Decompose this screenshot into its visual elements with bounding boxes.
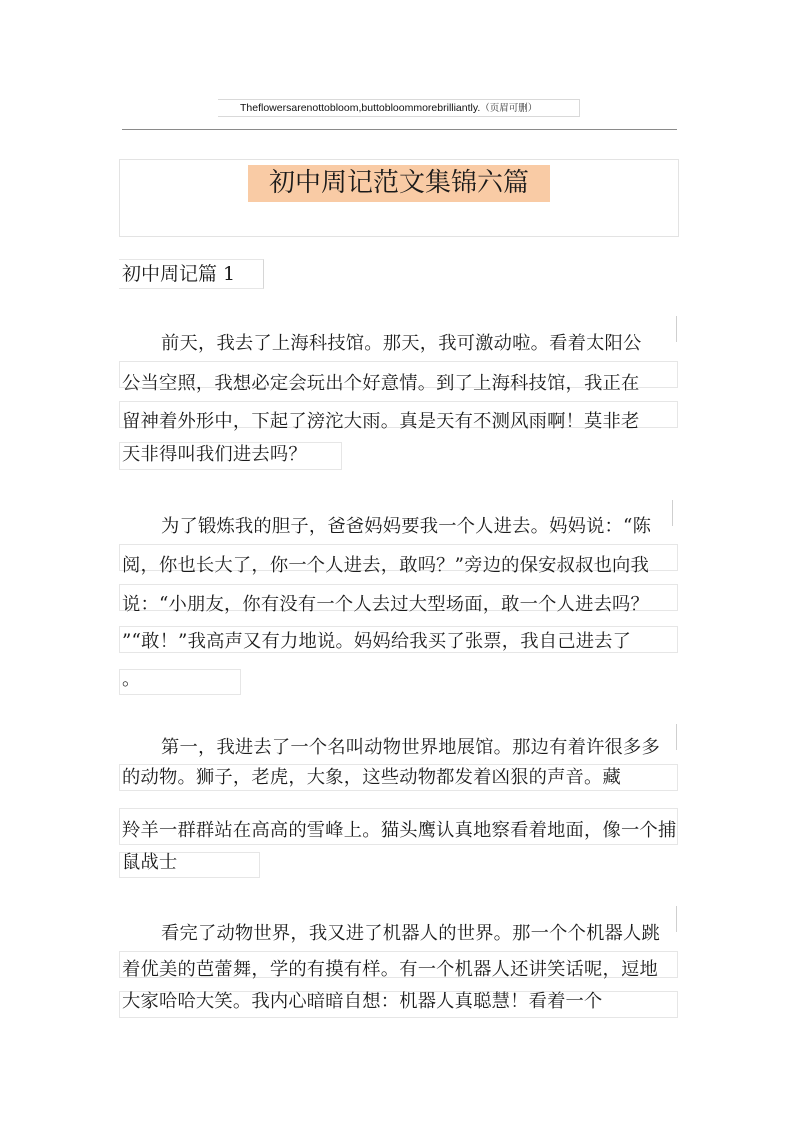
paragraph-line: 羚羊一群群站在高高的雪峰上。猫头鹰认真地察看着地面，像一个捕 — [122, 820, 677, 841]
header-text: Theflowersarenottobloom,buttobloommorebrilliantly. — [240, 102, 481, 114]
paragraph-line: 着优美的芭蕾舞，学的有摸有样。有一个机器人还讲笑话呢，逗地 — [122, 959, 658, 980]
document-title: 初中周记范文集锦六篇 — [248, 165, 550, 202]
section-heading: 初中周记篇 1 — [122, 263, 236, 285]
paragraph-line: 留神着外形中，下起了滂沱大雨。真是天有不测风雨啊！莫非老 — [122, 411, 640, 432]
header-note: （页眉可删） — [480, 103, 538, 114]
page-header — [218, 99, 580, 117]
paragraph-line: 的动物。狮子，老虎，大象，这些动物都发着凶狠的声音。藏 — [122, 767, 621, 788]
paragraph-line: 鼠战士 — [122, 852, 178, 873]
paragraph-line: 公当空照，我想必定会玩出个好意情。到了上海科技馆，我正在 — [122, 373, 640, 394]
paragraph-line: 说：“小朋友，你有没有一个人去过大型场面，敢一个人进去吗？ — [122, 594, 650, 615]
frame-mark — [672, 500, 673, 526]
header-divider — [122, 129, 677, 130]
frame-mark — [676, 906, 677, 932]
paragraph-line: 看完了动物世界，我又进了机器人的世界。那一个个机器人跳 — [161, 923, 660, 944]
paragraph-line: 大家哈哈大笑。我内心暗暗自想：机器人真聪慧！看着一个 — [122, 991, 603, 1012]
paragraph-line: 。 — [122, 669, 141, 690]
frame-mark — [676, 316, 677, 342]
paragraph-line: 为了锻炼我的胆子，爸爸妈妈要我一个人进去。妈妈说：“陈 — [161, 516, 652, 537]
paragraph-line: 第一，我进去了一个名叫动物世界地展馆。那边有着许很多多 — [161, 737, 660, 758]
paragraph-line: ”“敢！”我高声又有力地说。妈妈给我买了张票，我自己进去了 — [122, 631, 632, 652]
frame-mark — [676, 724, 677, 750]
paragraph-line: 前天，我去了上海科技馆。那天，我可激动啦。看着太阳公 — [161, 333, 642, 354]
paragraph-line: 天非得叫我们进去吗？ — [122, 444, 307, 465]
paragraph-line: 阅，你也长大了，你一个人进去，敢吗？”旁边的保安叔叔也向我 — [122, 555, 650, 576]
